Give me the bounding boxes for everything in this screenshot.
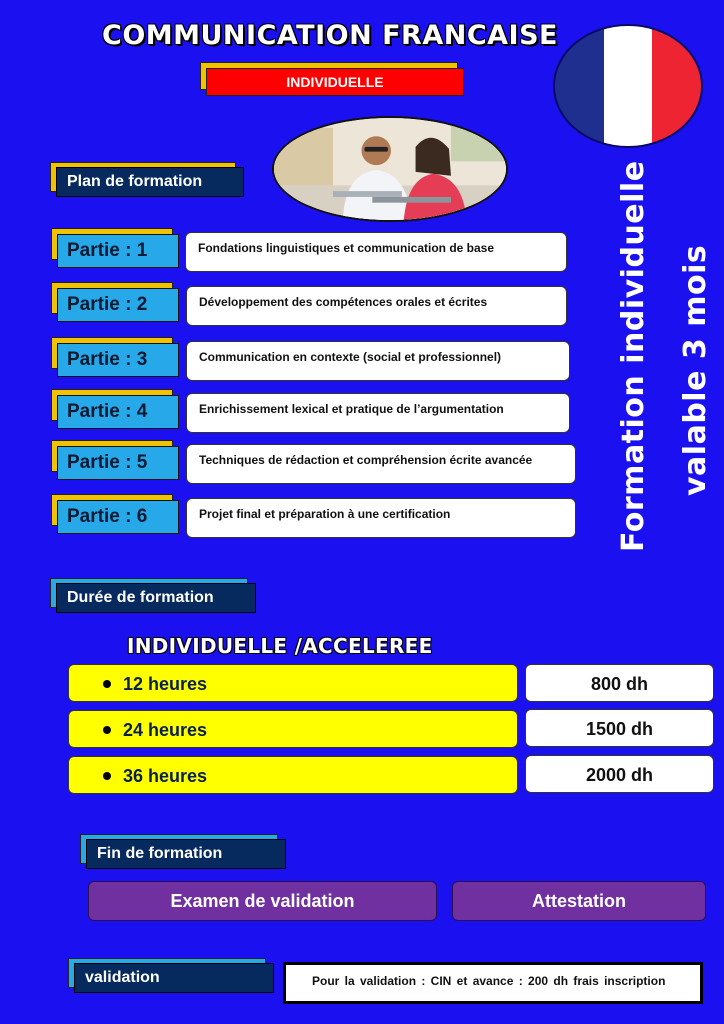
partie-desc-1: Fondations linguistiques et communication de base: [185, 232, 567, 272]
page-title: COMMUNICATION FRANCAISE: [102, 20, 558, 51]
duration-option-12h: 12 heures: [68, 664, 518, 702]
duree-title: INDIVIDUELLE /ACCELEREE: [127, 634, 433, 658]
individuelle-badge: INDIVIDUELLE: [206, 68, 464, 96]
partie-label-1: Partie : 1: [51, 228, 183, 272]
valable-3-mois-vertical: valable 3 mois: [678, 244, 713, 496]
partie-label-5: Partie : 5: [51, 440, 183, 484]
attestation-box: Attestation: [452, 881, 706, 921]
partie-label-3: Partie : 3: [51, 337, 183, 381]
price-24h: 1500 dh: [525, 709, 714, 747]
partie-desc-2: Développement des compétences orales et écrites: [186, 286, 567, 326]
partie-label-6: Partie : 6: [51, 494, 183, 538]
partie-desc-6: Projet final et préparation à une certification: [186, 498, 576, 538]
bullet-icon: [103, 726, 111, 734]
students-photo: [272, 116, 508, 222]
individuelle-badge-wrap: [200, 62, 466, 98]
partie-label-4: Partie : 4: [51, 389, 183, 433]
price-12h: 800 dh: [525, 664, 714, 702]
duration-option-24h: 24 heures: [68, 710, 518, 748]
price-36h: 2000 dh: [525, 755, 714, 793]
validation-requirements: Pour la validation : CIN et avance : 200 dh frais inscription: [283, 962, 703, 1004]
partie-label-2: Partie : 2: [51, 282, 183, 326]
duration-option-36h: 36 heures: [68, 756, 518, 794]
partie-desc-4: Enrichissement lexical et pratique de l’argumentation: [186, 393, 570, 433]
bullet-icon: [103, 680, 111, 688]
french-flag-icon: [553, 24, 703, 148]
validation-section-label: validation: [68, 958, 278, 998]
partie-desc-3: Communication en contexte (social et professionnel): [186, 341, 570, 381]
duree-section-label: Durée de formation: [50, 578, 260, 618]
formation-individuelle-vertical: Formation individuelle: [616, 160, 651, 552]
fin-section-label: Fin de formation: [80, 834, 290, 874]
plan-section-label: Plan de formation: [50, 162, 250, 202]
partie-desc-5: Techniques de rédaction et compréhension écrite avancée: [186, 444, 576, 484]
examen-validation-box: Examen de validation: [88, 881, 437, 921]
bullet-icon: [103, 772, 111, 780]
